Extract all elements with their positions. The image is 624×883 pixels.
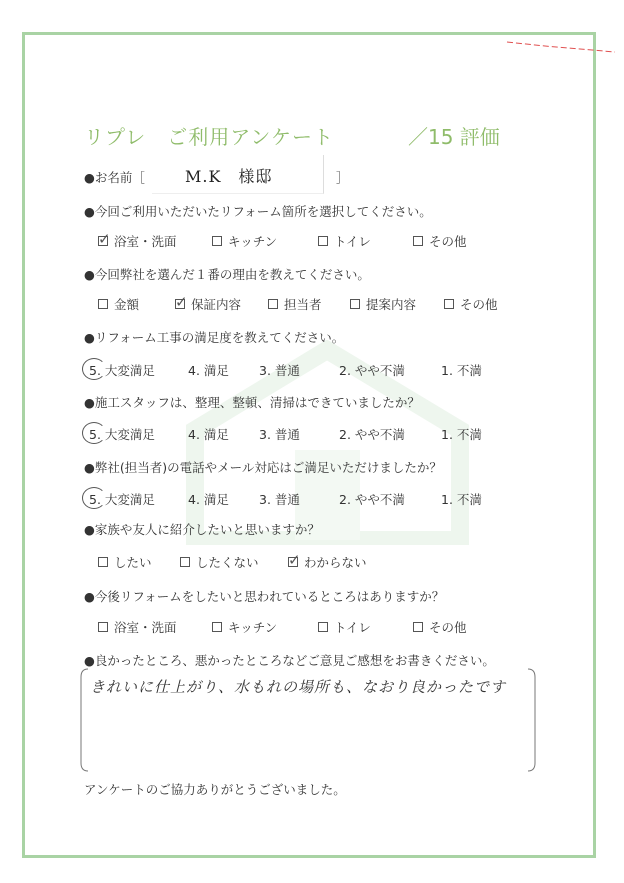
option-kitchen[interactable]: [212, 232, 277, 250]
option-label: 提案内容: [366, 297, 417, 312]
rating-label: 1. 不満: [441, 492, 482, 507]
option-label: その他: [460, 297, 498, 312]
rating-label: 2. やや不満: [339, 427, 405, 442]
rating-label: 5. 大変満足: [89, 427, 155, 442]
option-label: トイレ: [334, 234, 371, 249]
rating-label: 1. 不満: [441, 427, 482, 442]
rating-label: 4. 満足: [188, 492, 229, 507]
name-value: M.K 様邸: [185, 167, 273, 186]
checkbox[interactable]: [318, 622, 328, 632]
rating-5[interactable]: [89, 425, 155, 443]
rating-4[interactable]: [188, 425, 229, 443]
option-label: 担当者: [284, 297, 322, 312]
option-label: したい: [114, 555, 152, 570]
checkbox[interactable]: [175, 293, 188, 311]
rating-4[interactable]: [188, 490, 229, 508]
option-staff[interactable]: [268, 295, 322, 313]
checkbox[interactable]: [180, 557, 190, 567]
rating-3[interactable]: [259, 490, 300, 508]
checkbox[interactable]: [98, 622, 108, 632]
rating-1[interactable]: [441, 490, 482, 508]
form-title: リプレ ご利用アンケート: [84, 125, 334, 149]
checkbox[interactable]: [413, 236, 423, 246]
option-other[interactable]: [413, 232, 467, 250]
rating-5[interactable]: [89, 361, 155, 379]
rating-2[interactable]: [339, 361, 405, 379]
option-bath[interactable]: [98, 618, 177, 636]
circle-mark-icon: [82, 358, 106, 380]
option-label: したくない: [196, 555, 259, 570]
option-label: 浴室・洗面: [114, 234, 177, 249]
rating-1[interactable]: [441, 361, 482, 379]
option-bath[interactable]: [98, 232, 177, 250]
option-label: 保証内容: [191, 297, 242, 312]
question-staff-cleanliness: ●施工スタッフは、整理、整頓、清掃はできていましたか？: [84, 395, 420, 410]
checkbox[interactable]: [98, 230, 111, 248]
comment-text: きれいに仕上がり、水もれの場所も、なおり良かったです: [90, 678, 507, 696]
rating-label: 4. 満足: [188, 427, 229, 442]
question-recommend: ●家族や友人に紹介したいと思いますか？: [84, 522, 320, 537]
option-label: その他: [429, 234, 467, 249]
name-label: ●お名前［: [84, 170, 145, 185]
circle-mark-icon: [82, 422, 106, 444]
rating-2[interactable]: [339, 490, 405, 508]
rating-label: 5. 大変満足: [89, 492, 155, 507]
red-pen-mark: [505, 40, 617, 54]
option-kitchen[interactable]: [212, 618, 277, 636]
circle-mark-icon: [82, 487, 106, 509]
option-label: トイレ: [334, 620, 371, 635]
option-label: キッチン: [228, 620, 278, 635]
checkbox[interactable]: [350, 299, 360, 309]
rating-label: 3. 普通: [259, 492, 300, 507]
option-label: キッチン: [228, 234, 278, 249]
rating-3[interactable]: [259, 425, 300, 443]
rating-4[interactable]: [188, 361, 229, 379]
option-other[interactable]: [444, 295, 498, 313]
checkbox[interactable]: [268, 299, 278, 309]
rating-2[interactable]: [339, 425, 405, 443]
score-label: ／15 評価: [408, 125, 500, 149]
checkbox[interactable]: [212, 236, 222, 246]
rating-label: 3. 普通: [259, 427, 300, 442]
option-toilet[interactable]: [318, 232, 371, 250]
question-comments: ●良かったところ、悪かったところなどご意見ご感想をお書きください。: [84, 653, 495, 668]
rating-1[interactable]: [441, 425, 482, 443]
option-yes[interactable]: [98, 553, 152, 571]
option-label: 金額: [114, 297, 140, 312]
option-no[interactable]: [180, 553, 259, 571]
rating-3[interactable]: [259, 361, 300, 379]
checkbox[interactable]: [98, 299, 108, 309]
check-mark-icon: ✓: [175, 293, 188, 311]
checkbox[interactable]: [98, 557, 108, 567]
question-satisfaction: ●リフォーム工事の満足度を教えてください。: [84, 330, 345, 345]
check-mark-icon: ✓: [288, 551, 301, 569]
rating-label: 2. やや不満: [339, 363, 405, 378]
checkbox[interactable]: [444, 299, 454, 309]
checkbox[interactable]: [413, 622, 423, 632]
rating-label: 2. やや不満: [339, 492, 405, 507]
question-location: ●今回ご利用いただいたリフォーム箇所を選択してください。: [84, 204, 432, 219]
question-reason: ●今回弊社を選んだ１番の理由を教えてください。: [84, 267, 370, 282]
option-price[interactable]: [98, 295, 139, 313]
name-close-bracket: ］: [336, 170, 349, 185]
rating-label: 3. 普通: [259, 363, 300, 378]
checkbox[interactable]: [212, 622, 222, 632]
thanks-message: アンケートのご協力ありがとうございました。: [84, 782, 346, 797]
checkbox[interactable]: [318, 236, 328, 246]
option-other[interactable]: [413, 618, 467, 636]
option-toilet[interactable]: [318, 618, 371, 636]
option-proposal[interactable]: [350, 295, 416, 313]
question-communication: ●弊社(担当者)の電話やメール対応はご満足いただけましたか？: [84, 460, 442, 475]
option-label: その他: [429, 620, 467, 635]
option-label: 浴室・洗面: [114, 620, 177, 635]
rating-5[interactable]: [89, 490, 155, 508]
option-unsure[interactable]: [288, 553, 367, 571]
check-mark-icon: ✓: [98, 230, 111, 248]
rating-label: 5. 大変満足: [89, 363, 155, 378]
rating-label: 1. 不満: [441, 363, 482, 378]
checkbox[interactable]: [288, 551, 301, 569]
question-future: ●今後リフォームをしたいと思われているところはありますか？: [84, 589, 445, 604]
rating-label: 4. 満足: [188, 363, 229, 378]
option-warranty[interactable]: [175, 295, 241, 313]
option-label: わからない: [304, 555, 367, 570]
